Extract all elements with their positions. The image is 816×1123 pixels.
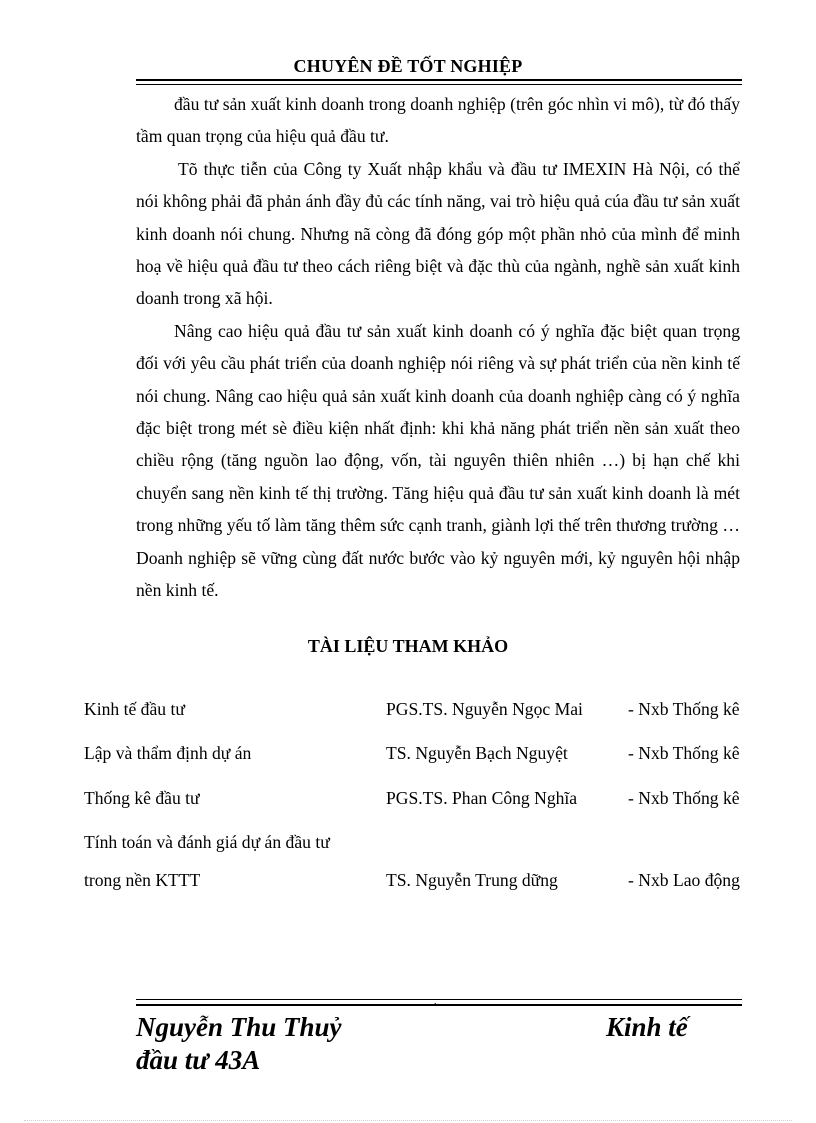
reference-book-line1: Tính toán và đánh giá dự án đầu tư xyxy=(84,832,330,852)
page-header-title: CHUYÊN ĐỀ TỐT NGHIỆP xyxy=(293,56,523,76)
references-title: TÀI LIỆU THAM KHẢO xyxy=(307,636,509,656)
reference-row xyxy=(0,697,816,721)
footer-author-name: Nguyễn Thu Thuỷ xyxy=(136,1012,342,1042)
reference-publisher: - Nxb Lao động xyxy=(628,870,740,890)
reference-row xyxy=(0,830,816,854)
footer-class: đầu tư 43A xyxy=(136,1045,261,1075)
reference-author: TS. Nguyễn Bạch Nguyệt xyxy=(386,743,568,763)
paragraph-intro: đầu tư sản xuất kinh doanh trong doanh nghiệp (trên góc nhìn vi mô), từ đó thấy tầm quan trọng của hiệu quả đầu tư. xyxy=(136,94,740,147)
reference-book: Thống kê đầu tư xyxy=(84,788,200,808)
body-text xyxy=(136,88,740,607)
reference-publisher: - Nxb Thống kê xyxy=(628,699,740,719)
paragraph-company: Tõ thực tiễn của Công ty Xuất nhập khẩu và đầu tư IMEXIN Hà Nội, có thể nói không phải đã phản ánh đầy đủ các tính năng, vai trò hiệu quả cúa đầu tư sản xuất kinh doanh nói chung. Nhưng nã còng đã đóng góp một phần nhỏ của mình để minh hoạ về hiệu quả đầu tư theo cách riêng biệt và đặc thù của ngành, nghề sản xuất kinh doanh trong xã hội. xyxy=(136,158,740,309)
reference-author: PGS.TS. Phan Công Nghĩa xyxy=(386,788,578,808)
footer-department: Kinh tế xyxy=(606,1012,688,1042)
reference-book: Kinh tế đầu tư xyxy=(84,699,185,719)
reference-publisher: - Nxb Thống kê xyxy=(628,788,740,808)
reference-author: TS. Nguyễn Trung dững xyxy=(386,870,558,890)
paragraph-efficiency: Nâng cao hiệu quả đầu tư sản xuất kinh doanh có ý nghĩa đặc biệt quan trọng đối với yêu cầu phát triển của doanh nghiệp nói riêng và sự phát triển của nền kinh tế nói chung. Nâng cao hiệu quả sản xuất kinh doanh của doanh nghiệp càng có ý nghĩa đặc biệt trong mét sè điều kiện nhất định: khi khả năng phát triển nền sản xuất theo chiều rộng (tăng nguồn lao động, vốn, tài nguyên thiên nhiên …) bị hạn chế khi chuyển sang nền kinh tế thị trường. Tăng hiệu quả đầu tư sản xuất kinh doanh là mét trong những yếu tố làm tăng thêm sức cạnh tranh, giành lợi thế trên thương trường … Doanh nghiệp sẽ vững cùng đất nước bước vào kỷ nguyên mới, kỷ nguyên hội nhập nền kinh tế. xyxy=(136,320,740,601)
page-bottom-edge xyxy=(24,1120,792,1121)
footer-rule xyxy=(136,996,742,1007)
reference-book-line2: trong nền KTTT xyxy=(84,870,201,890)
reference-publisher: - Nxb Thống kê xyxy=(628,743,740,763)
reference-row xyxy=(0,741,816,765)
reference-row xyxy=(0,786,816,810)
header-rule xyxy=(136,79,742,85)
footer-rule-mark: , xyxy=(434,996,437,1007)
reference-author: PGS.TS. Nguyễn Ngọc Mai xyxy=(386,699,583,719)
reference-row xyxy=(0,868,816,892)
reference-book: Lập và thẩm định dự án xyxy=(84,743,252,763)
